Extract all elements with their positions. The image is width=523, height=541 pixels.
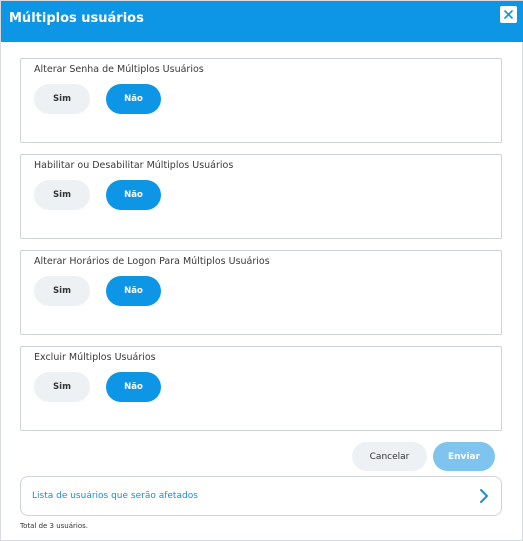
no-option[interactable]: Não — [106, 276, 161, 306]
total-users-text: Total de 3 usuários. — [20, 522, 89, 530]
yes-option[interactable]: Sim — [34, 372, 90, 402]
section-label: Excluir Múltiplos Usuários — [34, 352, 156, 363]
yes-option[interactable]: Sim — [34, 276, 90, 306]
section-change-password — [20, 58, 502, 143]
dialog-header — [1, 1, 523, 42]
section-label: Alterar Senha de Múltiplos Usuários — [34, 64, 204, 75]
dialog-title: Múltiplos usuários — [9, 11, 144, 26]
no-option[interactable]: Não — [106, 84, 161, 114]
no-option[interactable]: Não — [106, 180, 161, 210]
close-button[interactable] — [500, 6, 517, 23]
yes-option[interactable]: Sim — [34, 84, 90, 114]
affected-users-list-link[interactable] — [20, 476, 502, 516]
chevron-right-icon — [478, 488, 490, 504]
section-delete-users — [20, 346, 502, 431]
cancel-button[interactable]: Cancelar — [352, 442, 427, 471]
section-enable-disable — [20, 154, 502, 239]
section-logon-hours — [20, 250, 502, 335]
no-option[interactable]: Não — [106, 372, 161, 402]
users-list-label: Lista de usuários que serão afetados — [32, 491, 198, 501]
section-label: Alterar Horários de Logon Para Múltiplos Usuários — [34, 256, 270, 267]
section-label: Habilitar ou Desabilitar Múltiplos Usuários — [34, 160, 234, 171]
close-icon — [504, 10, 513, 19]
send-button[interactable]: Enviar — [433, 442, 495, 471]
yes-option[interactable]: Sim — [34, 180, 90, 210]
